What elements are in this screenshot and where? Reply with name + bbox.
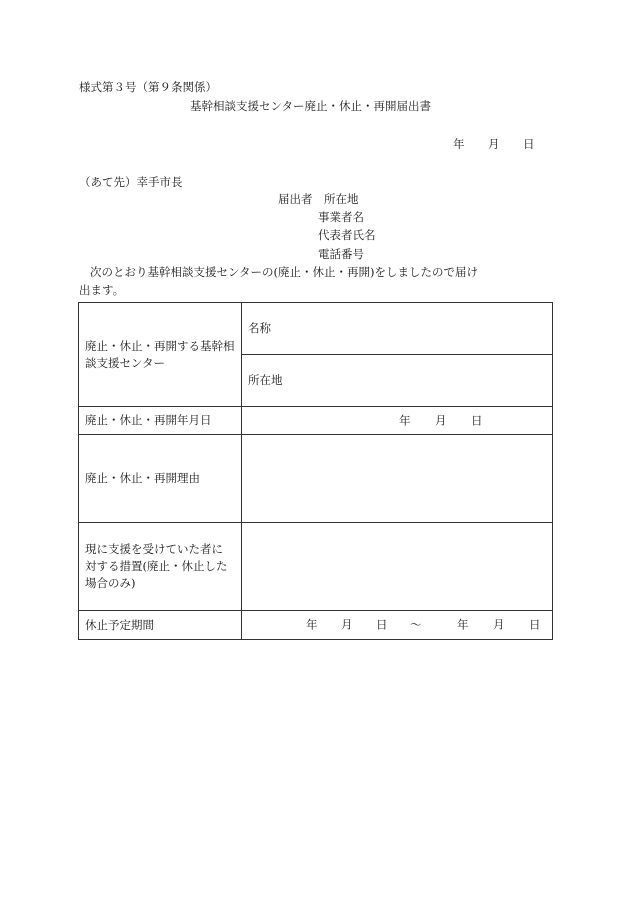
period-value-cell[interactable] [242,611,553,640]
period-label: 休止予定期間 [85,617,154,632]
applicant-phone: 電話番号 [318,247,364,261]
measures-line-2: 対する措置(廃止・休止した [85,559,228,573]
date-month: 月 [435,412,447,427]
reason-label: 廃止・休止・再開理由 [85,471,200,485]
period-start-month: 月 [341,617,353,632]
applicant-representative: 代表者氏名 [318,228,376,242]
intro-line-2: 出ます。 [79,283,125,297]
center-label-line-2: 談支援センター [85,355,166,370]
date-label-cell [79,407,242,435]
address-label: 所在地 [248,373,283,387]
intro-line-1: 次のとおり基幹相談支援センターの(廃止・休止・再開)をしましたので届け [90,265,479,279]
period-start-year: 年 [306,617,318,632]
period-label-cell [79,611,242,640]
period-end-month: 月 [493,617,505,632]
applicant-business-name: 事業者名 [318,210,364,224]
measures-value-cell[interactable] [242,523,553,611]
addressee: （あて先）幸手市長 [79,175,183,189]
measures-label-cell [79,523,242,611]
form-title: 基幹相談支援センター廃止・休止・再開届出書 [190,99,432,113]
center-label-line-1: 廃止・休止・再開する基幹相 [85,338,235,353]
reason-value-cell[interactable] [242,435,553,523]
applicant-label: 届出者 [278,192,313,206]
measures-line-1: 現に支援を受けていた者に [85,542,223,556]
form-number: 様式第３号（第９条関係） [79,80,217,94]
header-date-year: 年 [453,137,465,151]
name-label: 名称 [248,321,271,335]
date-value-cell[interactable] [242,407,553,435]
center-address-cell[interactable] [242,355,553,407]
header-date-month: 月 [488,137,500,151]
date-year: 年 [399,412,411,427]
center-label-cell [79,303,242,407]
period-end-year: 年 [457,617,469,632]
date-label: 廃止・休止・再開年月日 [85,413,212,427]
period-end-day: 日 [529,617,541,632]
period-tilde: ～ [410,617,422,632]
applicant-address: 所在地 [324,192,359,206]
date-day: 日 [471,412,483,427]
period-start-day: 日 [376,617,388,632]
header-date-day: 日 [523,137,535,151]
center-name-cell[interactable] [242,303,553,355]
measures-line-3: 場合のみ) [85,576,136,590]
form-table [78,302,553,640]
reason-label-cell [79,435,242,523]
